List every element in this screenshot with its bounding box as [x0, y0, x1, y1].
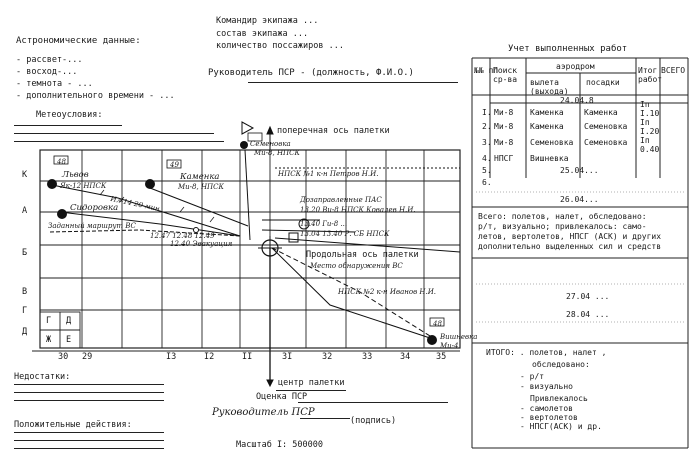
map-col-label: I2 [204, 352, 215, 362]
row-num: 4. [482, 154, 492, 163]
base-sub: Як-12 НПСК [60, 182, 107, 190]
map-col-label: 34 [400, 352, 411, 362]
team-label: НПСК №1 к-н Петров Н.И. [278, 170, 379, 178]
row-dep: Каменка [530, 122, 564, 131]
row-total: Iп I.10 [640, 100, 660, 118]
base-label: Семеновка [250, 140, 291, 148]
team-label: НПСК №2 к-н Иванов Н.И. [338, 288, 437, 296]
base-label: Вишневка [440, 333, 478, 341]
crew-commander: Командир экипажа ... [216, 16, 319, 26]
base-num: 48 [57, 158, 66, 166]
map-row-label: Д [22, 327, 28, 337]
note-line [14, 432, 164, 433]
crew-composition: состав экипажа ... [216, 29, 309, 39]
shortcomings-label: Недостатки: [14, 372, 71, 382]
map-row-label: Г [22, 306, 28, 316]
totals-line: - вертолетов [520, 413, 578, 422]
map-col-label: I3 [166, 352, 177, 362]
cross-axis-label: поперечная ось палетки [277, 126, 390, 136]
team-label: 13.40 Ги-8 ... [300, 220, 348, 228]
map-row-label: А [22, 206, 28, 216]
base-sub: Ми-8, НПСК [254, 149, 300, 157]
col-search-header: Поиск ср-ва [493, 66, 518, 84]
totals-line: - НПСГ(АСК) и др. [520, 422, 602, 431]
route-label: 12.47 12.48 12.49 [150, 232, 215, 240]
row-land: Каменка [584, 108, 618, 117]
map-col-label: II [242, 352, 253, 362]
row-craft: Ми-8 [494, 138, 514, 147]
row-craft: НПСГ [494, 154, 514, 163]
row-total: Iп 0.40 [640, 136, 660, 154]
center-label: центр палетки [278, 378, 345, 388]
row-dep: Вишневка [530, 154, 569, 163]
grade-line [298, 402, 448, 403]
totals-line: - визуально [520, 382, 573, 391]
grid-letter: Ж [46, 335, 52, 345]
row-land: Семеновка [584, 122, 628, 131]
summary-line: Всего: полетов, налет, обследовано: [478, 212, 647, 221]
base-num: 48 [433, 320, 442, 328]
map-row-label: В [22, 287, 28, 297]
row-num: 3. [482, 138, 492, 147]
base-num: 49 [170, 161, 179, 169]
totals-line: Привлекалось [530, 394, 588, 403]
note-line [14, 400, 164, 401]
base-sub: Ми-8, НПСК [178, 183, 224, 191]
grade-label: Оценка ПСР [256, 392, 308, 402]
astro-item: - темнота - ... [16, 79, 93, 89]
signer-label: Руководитель ПСР [212, 407, 315, 418]
astro-item: - рассвет-... [16, 55, 83, 65]
row-num: I. [482, 108, 492, 117]
weather-label: Метеоусловия: [36, 110, 103, 120]
grid-letter: Е [66, 335, 72, 345]
totals-line: обследовано: [532, 360, 590, 369]
map-col-label: 29 [82, 352, 93, 362]
date-label: 27.04 ... [566, 292, 610, 301]
map-col-label: 35 [436, 352, 447, 362]
note-line [14, 392, 164, 393]
col-total-header: Итог работ [638, 66, 663, 84]
long-axis-label: Продольная ось палетки [306, 250, 419, 260]
signature-line [300, 418, 350, 419]
row-craft: Ми-8 [494, 122, 514, 131]
map-col-label: 32 [322, 352, 333, 362]
grid-letter: Г [46, 316, 52, 326]
row-land: Семеновка [584, 138, 628, 147]
astro-item: - дополнительного времени - ... [16, 91, 175, 101]
col-aerodrome-header: аэродром [556, 62, 595, 71]
note-line [14, 384, 164, 385]
note-line [14, 440, 164, 441]
astro-item: - восход-... [16, 67, 78, 77]
date-label: 25.04... [560, 166, 599, 175]
map-col-label: 30 [58, 352, 69, 362]
team-label: Дозаправленные ПАС [300, 196, 382, 204]
team-label: 13.04 13.40 Р. СБ НПСК [300, 230, 390, 238]
totals-line: - р/т [520, 372, 545, 381]
row-num: 6. [482, 178, 492, 187]
route-label: Ил-14 20 мин [109, 194, 161, 214]
row-num: 5. [482, 166, 492, 175]
astro-title: Астрономические данные: [16, 36, 141, 46]
report-title: Учет выполненных работ [508, 44, 628, 54]
date-label: 26.04... [560, 195, 599, 204]
base-sub: Ми-4 [440, 342, 459, 350]
row-total: Iп I.20 [640, 118, 660, 136]
map-col-label: 33 [362, 352, 373, 362]
col-departure-header: вылета (выхода) [530, 78, 569, 96]
positive-label: Положительные действия: [14, 420, 132, 430]
route-label: 12.40 Эвакуация [170, 240, 233, 248]
date-label: 24.04.8 [560, 96, 594, 105]
crew-passengers: количество поссажиров ... [216, 41, 344, 51]
summary-line: дополнительно выделенных сил и средств [478, 242, 662, 251]
route-label: Заданный маршрут ВС [48, 222, 136, 230]
totals-line: - самолетов [520, 404, 573, 413]
find-place-label: Место обнаружения ВС [310, 262, 403, 270]
grid-letter: Д [66, 316, 72, 326]
signature-label: (подпись) [350, 416, 397, 426]
base-label: Каменка [180, 172, 220, 182]
base-label: Сидоровка [70, 203, 119, 213]
summary-line: летов, вертолетов, НПСГ (АСК) и других [478, 232, 662, 241]
date-label: 28.04 ... [566, 310, 610, 319]
row-craft: Ми-8 [494, 108, 514, 117]
map-row-label: Б [22, 248, 28, 258]
row-num: 2. [482, 122, 492, 131]
center-underline [276, 390, 346, 391]
scale-label: Масштаб I: 500000 [236, 440, 323, 450]
col-num-header: №№ пп [474, 66, 499, 75]
row-dep: Семеновка [530, 138, 574, 147]
psr-head-label: Руководитель ПСР - (должность, Ф.И.О.) [208, 68, 414, 78]
totals-head: ИТОГО: . полетов, налет , [486, 348, 607, 357]
note-line [14, 448, 164, 449]
summary-line: р/т, визуально; привлекалось: само- [478, 222, 647, 231]
team-label: 13.20 Ви-8 НПСК Ковалев Н.И. [300, 206, 416, 214]
col-all-header: ВСЕГО [661, 66, 686, 75]
col-landing-header: посадки [586, 78, 620, 87]
row-dep: Каменка [530, 108, 564, 117]
map-col-label: 3I [282, 352, 293, 362]
base-label: Львов [62, 170, 89, 180]
map-row-label: К [22, 170, 28, 180]
